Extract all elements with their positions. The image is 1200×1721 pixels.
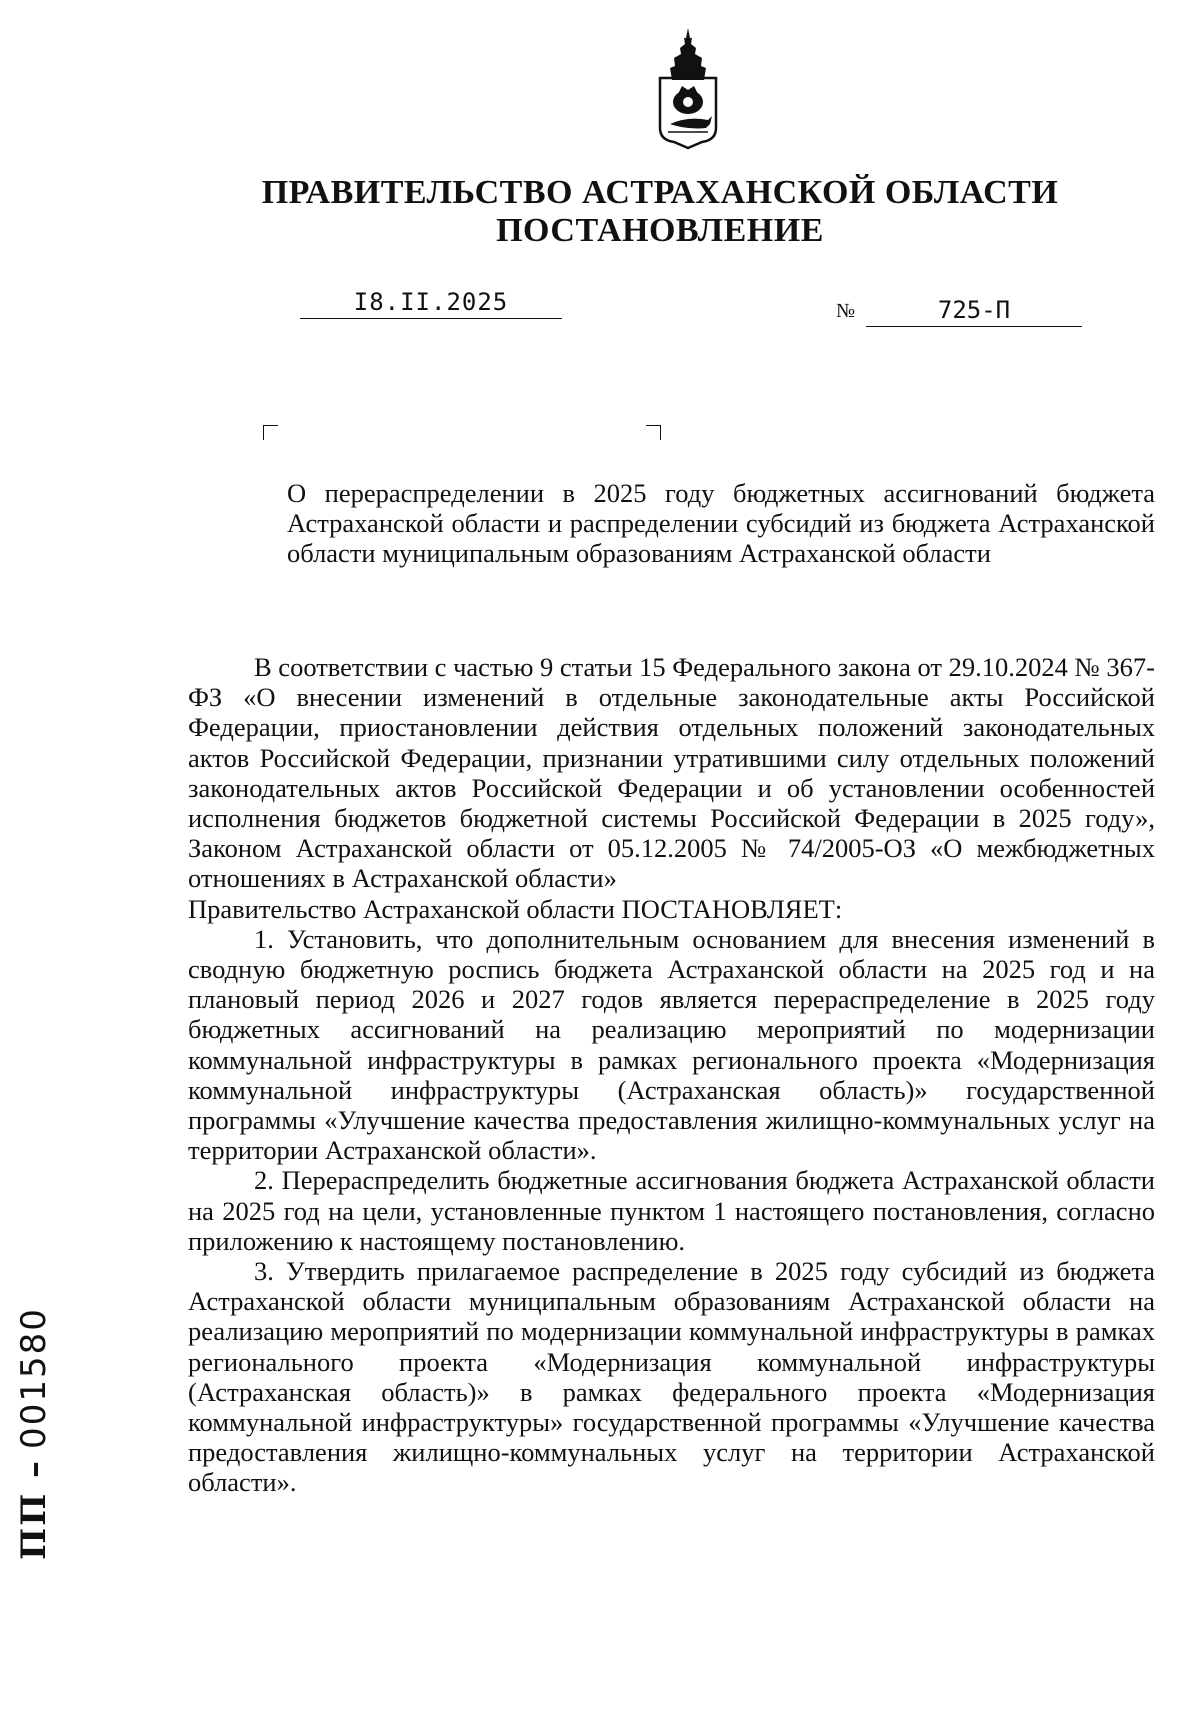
item-3-paragraph: 3. Утвердить прилагаемое распределение в 2025 году субсидий из бюджета Астраханской области муниципальным образованиям Астраханской области на реализацию мероприятий по модернизации коммунальной инфраструктуры в рамках регионального проекта «Модернизация коммунальной инфраструктуры (Астраханская область)» в рамках федерального проекта «Модернизация коммунальной инфраструктуры» государственной программы «Улучшение качества предоставления жилищно-коммунальных услуг на территории Астраханской области».: [188, 1256, 1155, 1498]
document-body: [188, 652, 1155, 1498]
subject-corner-right: [646, 425, 661, 440]
preamble-paragraph: В соответствии с частью 9 статьи 15 Федерального закона от 29.10.2024 № 367-ФЗ «О внесении изменений в отдельные законодательные акты Российской Федерации, приостановлении действия отдельных положений законодательных актов Российской Федерации, признании утратившими силу отдельных положений законодательных актов Российской Федерации и об установлении особенностей исполнения бюджетов бюджетной системы Российской Федерации в 2025 году», Законом Астраханской области от 05.12.2005 № 74/2005-ОЗ «О межбюджетных отношениях в Астраханской области»: [188, 652, 1155, 894]
item-1-paragraph: 1. Установить, что дополнительным основанием для внесения изменений в сводную бюджетную роспись бюджета Астраханской области на 2025 год и на плановый период 2026 и 2027 годов является перераспределение в 2025 году бюджетных ассигнований на реализацию мероприятий по модернизации коммунальной инфраструктуры в рамках регионального проекта «Модернизация коммунальной инфраструктуры (Астраханская область)» государственной программы «Улучшение качества предоставления жилищно-коммунальных услуг на территории Астраханской области».: [188, 923, 1155, 1166]
document-number: 725-П: [866, 296, 1082, 327]
resolution-line: Правительство Астраханской области ПОСТАНОВЛЯЕТ:: [188, 893, 843, 924]
subject-corner-left: [263, 425, 278, 440]
serial-number: [14, 1307, 54, 1560]
item-2-paragraph: 2. Перераспределить бюджетные ассигнования бюджета Астраханской области на 2025 год на цели, установленные пунктом 1 настоящего постановления, согласно приложению к настоящему постановлению.: [188, 1165, 1155, 1256]
coat-of-arms-icon: [654, 28, 722, 150]
serial-digits: 001580: [14, 1307, 54, 1449]
document-type: ПОСТАНОВЛЕНИЕ: [496, 212, 824, 249]
number-sign: №: [836, 300, 856, 322]
document-subject: О перераспределении в 2025 году бюджетных ассигнований бюджета Астраханской области и распределении субсидий из бюджета Астраханской области муниципальным образованиям Астраханской области: [287, 478, 1155, 568]
serial-prefix: ПП –: [14, 1458, 54, 1560]
document-date: I8.II.2025: [300, 288, 562, 319]
government-name: ПРАВИТЕЛЬСТВО АСТРАХАНСКОЙ ОБЛАСТИ: [261, 174, 1059, 211]
